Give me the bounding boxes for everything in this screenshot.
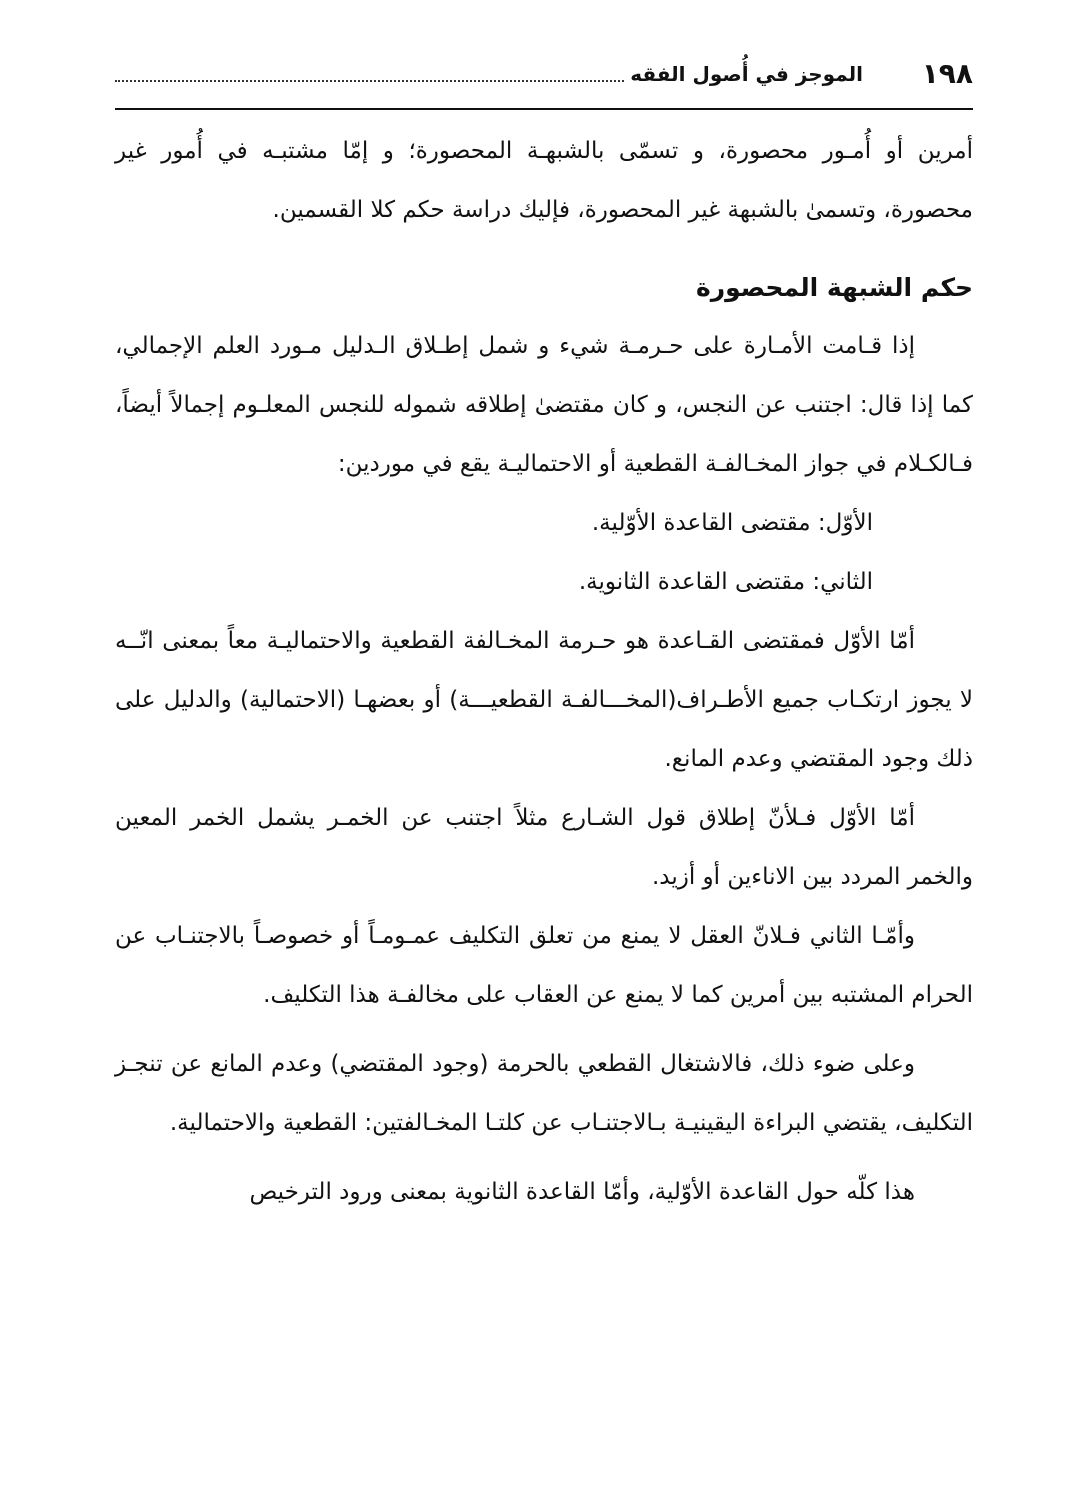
book-title: الموجز في أُصول الفقه [630, 62, 863, 86]
section-heading: حكم الشبهة المحصورة [695, 273, 973, 302]
paragraph-continuation: أمرين أو أُمـور محصورة، و تسمّى بالشبهـة المحصورة؛ و إمّا مشتبـه في أُمور غير محصورة، وتسمىٰ بالشبهة غير المحصورة، فإليك دراسة حكم كلا القسمين. [115, 138, 973, 223]
paragraph-transition: هذا كلّه حول القاعدة الأوّلية، وأمّا القاعدة الثانوية بمعنى ورود الترخيص [249, 1179, 915, 1205]
list-item-second: الثاني: مقتضى القاعدة الثانوية. [578, 569, 873, 595]
book-page [115, 40, 973, 1480]
dotted-leader [115, 80, 624, 82]
paragraph-first-rule: أمّا الأوّل فمقتضى القـاعدة هو حـرمة المخـالفة القطعية والاحتماليـة معاً بمعنى انّــه لا يجوز ارتكـاب جميع الأطـراف(المخـــالفـة القطعيـــة) أو بعضهـا (الاحتمالية) والدليل على ذلك وجود المقتضي وعدم المانع. [115, 628, 973, 772]
paragraph-conclusion: وعلى ضوء ذلك، فالاشتغال القطعي بالحرمة (وجود المقتضي) وعدم المانع عن تنجـز التكليف، يقتضي البراءة اليقينيـة بـالاجتنـاب عن كلتـا المخـالفتين: القطعية والاحتمالية. [115, 1051, 973, 1136]
paragraph-intro: إذا قـامت الأمـارة على حـرمـة شيء و شمل إطـلاق الـدليل مـورد العلم الإجمالي، كما إذا قال: اجتنب عن النجس، و كان مقتضىٰ إطلاقه شموله للنجس المعلـوم إجمالاً أيضاً، فـالكـلام في جواز المخـالفـة القطعية أو الاحتماليـة يقع في موردين: [115, 333, 973, 477]
page-body [115, 122, 973, 1222]
list-item-first: الأوّل: مقتضى القاعدة الأوّلية. [591, 510, 873, 536]
book-title-line [115, 54, 863, 94]
page-number: ١٩٨ [921, 57, 973, 90]
paragraph-obstacle: وأمّـا الثاني فـلانّ العقل لا يمنع من تعلق التكليف عمـومـاً أو خصوصـاً بالاجتنـاب عن الحرام المشتبه بين أمرين كما لا يمنع عن العقاب على مخالفـة هذا التكليف. [115, 923, 973, 1008]
running-header [115, 40, 973, 110]
paragraph-requirement: أمّا الأوّل فـلأنّ إطلاق قول الشـارع مثلاً اجتنب عن الخمـر يشمل الخمر المعين والخمر المردد بين الاناءين أو أزيد. [115, 805, 973, 890]
